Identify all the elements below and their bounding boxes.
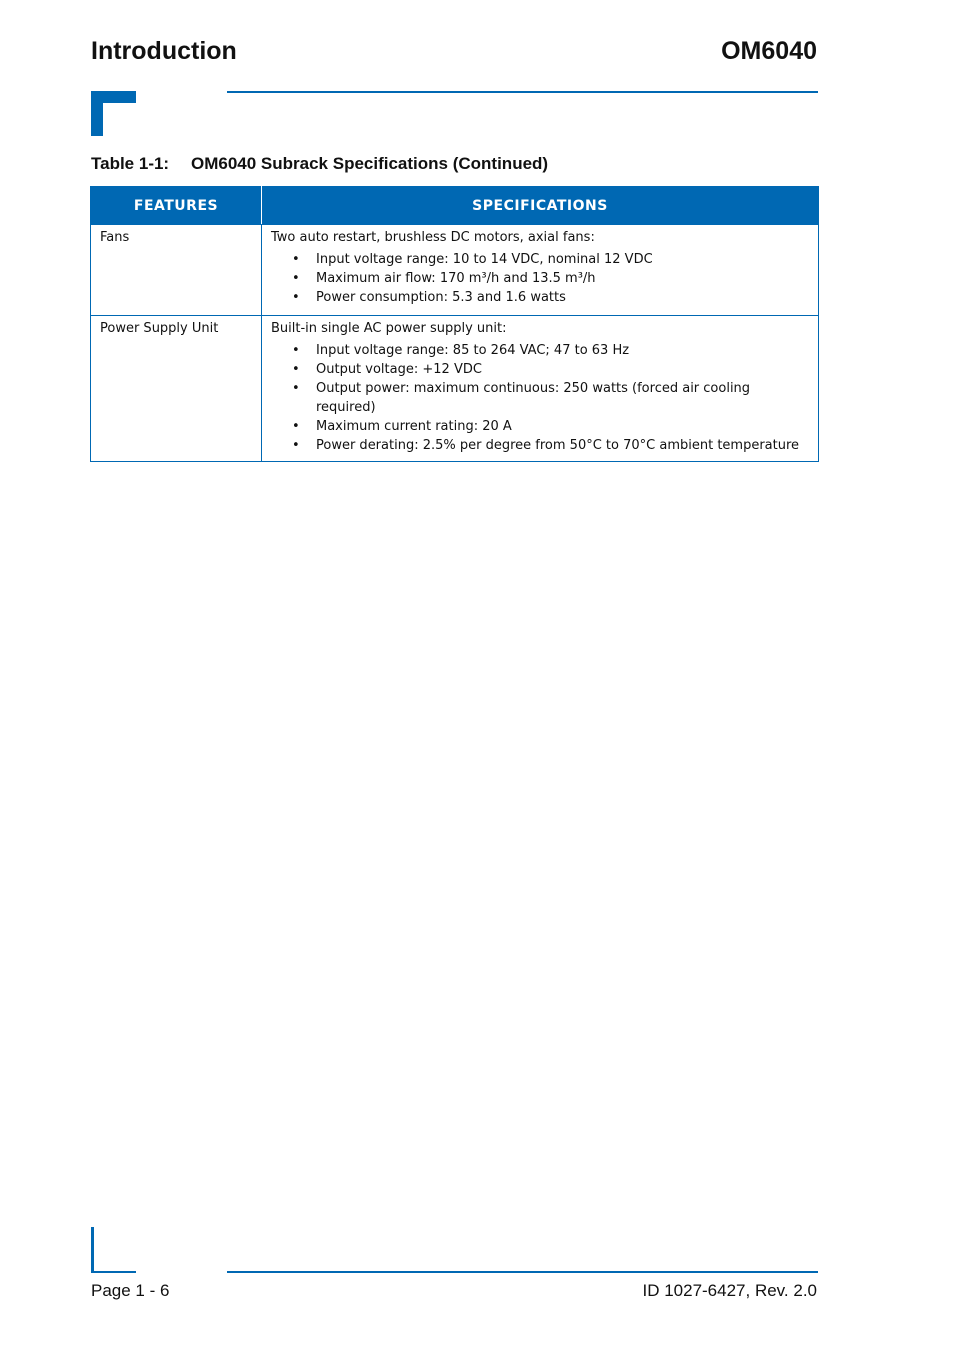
column-header-specifications: SPECIFICATIONS — [262, 187, 819, 225]
list-item — [271, 436, 809, 455]
bullet-icon: • — [292, 290, 300, 305]
table-row — [91, 225, 819, 316]
bullet-icon: • — [292, 362, 300, 377]
list-item — [271, 250, 809, 269]
bullet-text: Maximum current rating: 20 A — [316, 419, 512, 434]
document-id: ID 1027-6427, Rev. 2.0 — [642, 1281, 817, 1300]
bullet-icon: • — [292, 343, 300, 358]
spec-bullet-list — [271, 341, 809, 455]
bullet-text: Output voltage: +12 VDC — [316, 362, 482, 377]
footer-rule — [227, 1271, 818, 1273]
feature-cell: Power Supply Unit — [91, 316, 262, 462]
bullet-text: Maximum air flow: 170 m³/h and 13.5 m³/h — [316, 271, 596, 286]
bullet-text: Output power: maximum continuous: 250 watts (forced air cooling required) — [316, 381, 751, 415]
bullet-icon: • — [292, 381, 300, 396]
bullet-icon: • — [292, 419, 300, 434]
bullet-text: Power derating: 2.5% per degree from 50°C to 70°C ambient temperature — [316, 438, 800, 453]
spec-intro: Two auto restart, brushless DC motors, axial fans: — [271, 230, 595, 245]
bullet-text: Power consumption: 5.3 and 1.6 watts — [316, 290, 566, 305]
table-caption-number: Table 1-1: — [91, 154, 170, 173]
section-title: Introduction — [91, 37, 237, 65]
list-item — [271, 417, 809, 436]
table-caption-title: OM6040 Subrack Specifications (Continued) — [191, 154, 549, 173]
bullet-icon: • — [292, 252, 300, 267]
list-item — [271, 360, 809, 379]
bullet-text: Input voltage range: 10 to 14 VDC, nominal 12 VDC — [316, 252, 653, 267]
spec-cell — [262, 316, 819, 462]
table-header-row — [91, 187, 819, 225]
list-item — [271, 288, 809, 307]
bullet-text: Input voltage range: 85 to 264 VAC; 47 to 63 Hz — [316, 343, 630, 358]
spec-intro: Built-in single AC power supply unit: — [271, 321, 507, 336]
table-caption — [91, 154, 548, 174]
feature-cell: Fans — [91, 225, 262, 316]
spec-table — [90, 186, 819, 462]
page-number: Page 1 - 6 — [91, 1281, 170, 1300]
column-header-features: FEATURES — [91, 187, 262, 225]
spec-cell — [262, 225, 819, 316]
bullet-icon: • — [292, 438, 300, 453]
product-title: OM6040 — [721, 37, 817, 65]
list-item — [271, 379, 809, 417]
list-item — [271, 269, 809, 288]
header-rule — [227, 91, 818, 93]
list-item — [271, 341, 809, 360]
spec-bullet-list — [271, 250, 809, 307]
table-row — [91, 316, 819, 462]
bullet-icon: • — [292, 271, 300, 286]
corner-mark-bottom — [91, 1227, 136, 1273]
corner-mark-top — [91, 91, 136, 136]
